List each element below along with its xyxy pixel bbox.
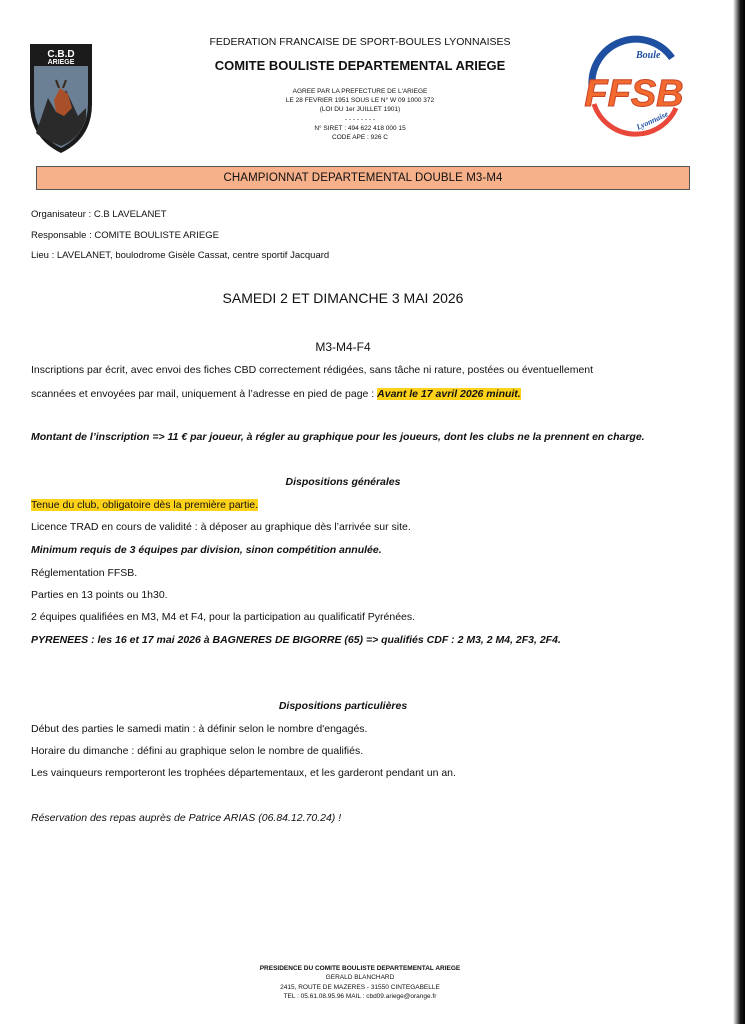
reservation-line: Réservation des repas auprès de Patrice ARIAS (06.84.12.70.24) !	[31, 812, 342, 824]
dispositions-generales-title: Dispositions générales	[285, 476, 401, 488]
championship-banner: CHAMPIONNAT DEPARTEMENTAL DOUBLE M3-M4	[36, 166, 690, 190]
pyrenees-line: PYRENEES : les 16 et 17 mai 2026 à BAGNERES DE BIGORRE (65) => qualifiés CDF : 2 M3, 2 M4, 2F3, 2F4.	[31, 634, 561, 646]
svg-text:ARIEGE: ARIEGE	[47, 59, 75, 66]
ape-line: CODE APE : 926 C	[332, 134, 388, 141]
cbd-shield-icon	[26, 38, 96, 156]
registration-line: (LOI DU 1er JUILLET 1901)	[319, 106, 401, 113]
svg-text:Boule: Boule	[636, 50, 661, 61]
lieu-line: Lieu : LAVELANET, boulodrome Gisèle Cassat, centre sportif Jacquard	[31, 250, 330, 261]
comite-name: COMITE BOULISTE DEPARTEMENTAL ARIEGE	[214, 58, 506, 73]
responsable-line: Responsable : COMITE BOULISTE ARIEGE	[31, 230, 219, 241]
tenue-highlight: Tenue du club, obligatoire dès la première partie.	[31, 499, 259, 511]
minimum-line: Minimum requis de 3 équipes par division, sinon compétition annulée.	[31, 544, 382, 556]
ffsb-logo	[576, 32, 698, 140]
footer-name: GERALD BLANCHARD	[325, 974, 395, 981]
svg-text:FFSB: FFSB	[584, 73, 684, 115]
vainqueurs-line: Les vainqueurs remporteront les trophées départementaux, et les garderont pendant un an.	[31, 767, 456, 779]
svg-text:Lyonnaise: Lyonnaise	[635, 109, 670, 132]
reglementation-line: Réglementation FFSB.	[31, 567, 138, 579]
organisateur-line: Organisateur : C.B LAVELANET	[31, 209, 167, 220]
registration-line: AGREE PAR LA PREFECTURE DE L'ARIEGE	[292, 88, 428, 95]
deadline-highlight: Avant le 17 avril 2026 minuit.	[377, 388, 521, 400]
svg-text:C.B.D: C.B.D	[47, 49, 75, 60]
footer-presidence: PRESIDENCE DU COMITE BOULISTE DEPARTEMENTAL ARIEGE	[259, 965, 461, 972]
inscriptions-line-2	[31, 388, 521, 400]
inscriptions-line-1: Inscriptions par écrit, avec envoi des fiches CBD correctement rédigées, sans tâche ni rature, postées ou éventuellement	[31, 364, 594, 376]
ffsb-logo-icon	[576, 32, 698, 140]
siret-line: N° SIRET : 494 622 418 000 15	[314, 125, 406, 132]
registration-separator: - - - - - - - -	[345, 116, 375, 123]
cbd-ariege-logo	[26, 38, 96, 156]
categories: M3-M4-F4	[315, 340, 371, 354]
horaire-line: Horaire du dimanche : défini au graphique selon le nombre de qualifiés.	[31, 745, 364, 757]
inscriptions-text: scannées et envoyées par mail, uniquement à l’adresse en pied de page :	[31, 388, 378, 400]
parties-line: Parties en 13 points ou 1h30.	[31, 589, 168, 601]
footer-address: 2415, ROUTE DE MAZERES - 31550 CINTEGABELLE	[280, 984, 440, 991]
footer-contact: TEL : 05.61.08.95.96 MAIL : cbd09.ariege@orange.fr	[283, 993, 437, 1000]
federation-name: FEDERATION FRANCAISE DE SPORT-BOULES LYONNAISES	[209, 36, 511, 48]
debut-line: Début des parties le samedi matin : à définir selon le nombre d'engagés.	[31, 723, 368, 735]
dispositions-particulieres-title: Dispositions particulières	[278, 700, 408, 712]
montant-line: Montant de l’inscription => 11 € par joueur, à régler au graphique pour les joueurs, dont les clubs ne la prennent en charge.	[31, 431, 645, 443]
qualifiees-line: 2 équipes qualifiées en M3, M4 et F4, pour la participation au qualificatif Pyrénées.	[31, 611, 416, 623]
tenue-line	[31, 499, 258, 511]
scan-edge	[733, 0, 745, 1024]
registration-line: LE 28 FEVRIER 1951 SOUS LE N° W 09 1000 372	[285, 97, 435, 104]
event-date: SAMEDI 2 ET DIMANCHE 3 MAI 2026	[222, 290, 464, 306]
licence-line: Licence TRAD en cours de validité : à déposer au graphique dès l’arrivée sur site.	[31, 521, 411, 533]
